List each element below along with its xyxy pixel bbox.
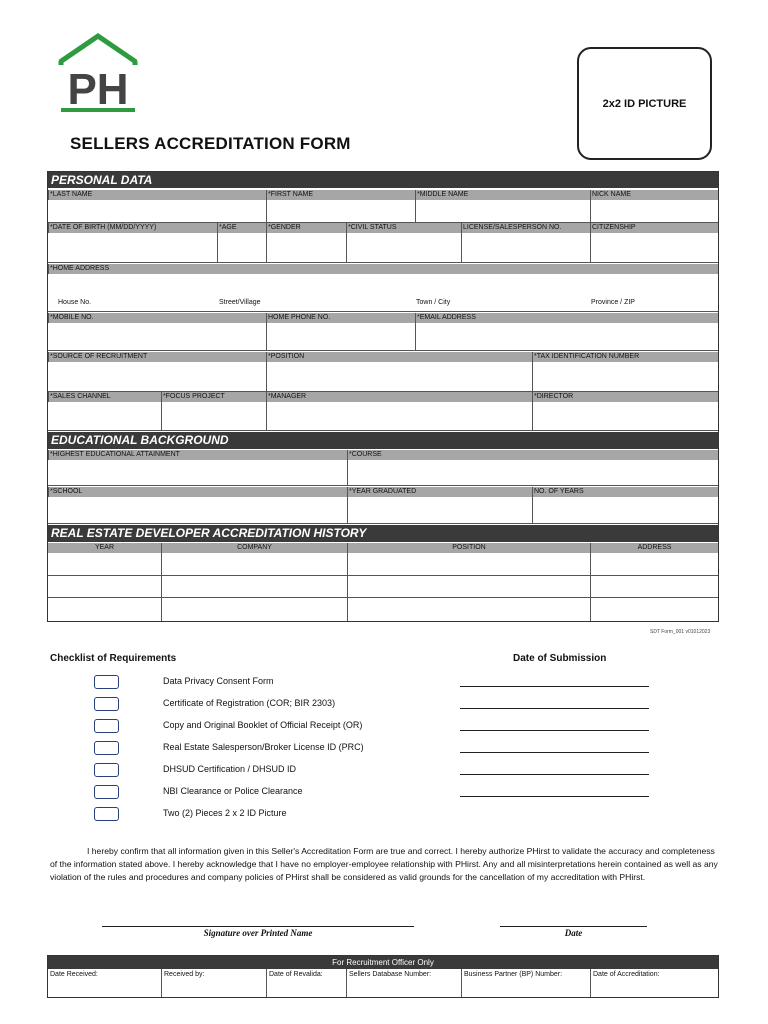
position-field[interactable] — [266, 362, 532, 392]
sellers-database-number-field[interactable] — [346, 969, 461, 997]
mobile-label: *MOBILE NO. — [48, 313, 266, 323]
manager-label: *MANAGER — [266, 392, 532, 402]
history-cell[interactable] — [347, 553, 590, 576]
school-label: *SCHOOL — [48, 487, 347, 497]
middle-name-field[interactable] — [415, 200, 590, 223]
first-name-field[interactable] — [266, 200, 415, 223]
home-address-label: *HOME ADDRESS — [48, 264, 718, 274]
gender-label: *GENDER — [266, 223, 346, 233]
bp-number-field[interactable] — [461, 969, 590, 997]
checklist-item — [0, 718, 768, 736]
civil-status-label: *CIVIL STATUS — [346, 223, 461, 233]
history-col-year: YEAR — [48, 543, 161, 553]
logo-house-icon — [56, 32, 140, 114]
officer-field-label: Date Received: — [50, 971, 98, 978]
source-field[interactable] — [48, 362, 266, 392]
date-of-revalida-field[interactable] — [266, 969, 346, 997]
checklist-title: Checklist of Requirements — [50, 653, 177, 664]
date-label: Date — [564, 928, 583, 938]
history-cell[interactable] — [590, 576, 718, 598]
nick-name-field[interactable] — [590, 200, 718, 223]
form-title: SELLERS ACCREDITATION FORM — [70, 134, 351, 153]
history-cell[interactable] — [48, 576, 161, 598]
sales-channel-field[interactable] — [48, 402, 161, 431]
signature-label: Signature over Printed Name — [203, 928, 313, 938]
checklist-item-label: Two (2) Pieces 2 x 2 ID Picture — [163, 808, 287, 818]
date-received-field[interactable] — [48, 969, 161, 997]
submission-date-line[interactable] — [460, 686, 649, 687]
civil-status-field[interactable] — [346, 233, 461, 263]
email-field[interactable] — [415, 323, 718, 351]
mobile-field[interactable] — [48, 323, 266, 351]
submission-date-line[interactable] — [460, 708, 649, 709]
checkbox[interactable] — [94, 675, 119, 689]
submission-date-line[interactable] — [460, 752, 649, 753]
history-cell[interactable] — [161, 553, 347, 576]
officer-field-label: Received by: — [164, 971, 205, 978]
checklist-item — [0, 740, 768, 758]
position-label: *POSITION — [266, 352, 532, 362]
age-label: *AGE — [217, 223, 266, 233]
checkbox[interactable] — [94, 785, 119, 799]
course-field[interactable] — [347, 460, 718, 486]
year-graduated-label: *YEAR GRADUATED — [347, 487, 532, 497]
house-no-sublabel: House No. — [58, 299, 92, 306]
checklist-item-label: Certificate of Registration (COR; BIR 2303) — [163, 698, 336, 708]
checklist-item — [0, 674, 768, 692]
highest-education-label: *HIGHEST EDUCATIONAL ATTAINMENT — [48, 450, 347, 460]
home-address-field[interactable] — [48, 274, 718, 312]
highest-education-field[interactable] — [48, 460, 347, 486]
officer-field-label: Date of Revalida: — [269, 971, 323, 978]
recruitment-officer-box — [47, 955, 719, 998]
history-heading: REAL ESTATE DEVELOPER ACCREDITATION HISTORY — [48, 525, 718, 542]
logo-text: PH — [67, 65, 129, 114]
history-col-company: COMPANY — [161, 543, 347, 553]
manager-field[interactable] — [266, 402, 532, 431]
no-of-years-label: NO. OF YEARS — [532, 487, 718, 497]
checklist-item — [0, 762, 768, 780]
history-cell[interactable] — [347, 576, 590, 598]
history-cell[interactable] — [590, 553, 718, 576]
officer-field-label: Business Partner (BP) Number: — [464, 971, 563, 978]
signature-line[interactable] — [102, 926, 414, 927]
education-heading: EDUCATIONAL BACKGROUND — [48, 432, 718, 449]
history-col-address: ADDRESS — [590, 543, 718, 553]
received-by-field[interactable] — [161, 969, 266, 997]
dob-label: *DATE OF BIRTH (MM/DD/YYYY) — [48, 223, 217, 233]
last-name-label: *LAST NAME — [48, 190, 266, 200]
school-field[interactable] — [48, 497, 347, 524]
checkbox[interactable] — [94, 807, 119, 821]
submission-date-line[interactable] — [460, 730, 649, 731]
officer-field-label: Sellers Database Number: — [349, 971, 432, 978]
checkbox[interactable] — [94, 697, 119, 711]
history-cell[interactable] — [590, 598, 718, 621]
history-col-position: POSITION — [347, 543, 590, 553]
id-picture-box[interactable] — [577, 47, 712, 160]
personal-data-heading: PERSONAL DATA — [48, 172, 718, 188]
license-label: LICENSE/SALESPERSON NO. — [461, 223, 590, 233]
checklist-item — [0, 806, 768, 824]
tin-label: *TAX IDENTIFICATION NUMBER — [532, 352, 718, 362]
phirst-logo — [56, 32, 140, 114]
checklist-item-label: Real Estate Salesperson/Broker License ID (PRC) — [163, 742, 364, 752]
first-name-label: *FIRST NAME — [266, 190, 415, 200]
last-name-field[interactable] — [48, 200, 266, 223]
year-graduated-field[interactable] — [347, 497, 532, 524]
checklist-item — [0, 696, 768, 714]
statement-text: I hereby confirm that all information given in this Seller's Accreditation Form are true and correct. I hereby authorize PHirst to validate the accuracy and completeness of the information stated above. I hereby acknowledge that I have no employer-employee relationship with PHirst. Any and all misinterpretations herein contained as well as any violation of the rules and procedures and company policies of PHirst shall be considered as valid grounds for the cancellation of my accreditation with PHirst. — [50, 846, 718, 882]
submission-date-line[interactable] — [460, 774, 649, 775]
checkbox[interactable] — [94, 741, 119, 755]
officer-field-label: Date of Accreditation: — [593, 971, 660, 978]
sales-channel-label: *SALES CHANNEL — [48, 392, 161, 402]
gender-field[interactable] — [266, 233, 346, 263]
citizenship-field[interactable] — [590, 233, 718, 263]
accreditation-form — [47, 171, 719, 622]
checklist-item — [0, 784, 768, 802]
home-phone-label: HOME PHONE NO. — [266, 313, 415, 323]
citizenship-label: CITIZENSHIP — [590, 223, 718, 233]
date-of-submission-title: Date of Submission — [513, 653, 607, 664]
history-cell[interactable] — [161, 576, 347, 598]
middle-name-label: *MIDDLE NAME — [415, 190, 590, 200]
town-sublabel: Town / City — [416, 299, 451, 306]
focus-project-label: *FOCUS PROJECT — [161, 392, 266, 402]
checklist-item-label: Data Privacy Consent Form — [163, 676, 274, 686]
home-phone-field[interactable] — [266, 323, 415, 351]
history-cell[interactable] — [48, 553, 161, 576]
history-cell[interactable] — [347, 598, 590, 621]
director-field[interactable] — [532, 402, 718, 431]
source-label: *SOURCE OF RECRUITMENT — [48, 352, 266, 362]
director-label: *DIRECTOR — [532, 392, 718, 402]
nick-name-label: NICK NAME — [590, 190, 718, 200]
submission-date-line[interactable] — [460, 796, 649, 797]
no-of-years-field[interactable] — [532, 497, 718, 524]
age-field[interactable] — [217, 233, 266, 263]
date-line[interactable] — [500, 926, 647, 927]
officer-heading: For Recruitment Officer Only — [48, 956, 718, 969]
tin-field[interactable] — [532, 362, 718, 392]
checklist-item-label: NBI Clearance or Police Clearance — [163, 786, 303, 796]
checkbox[interactable] — [94, 719, 119, 733]
checkbox[interactable] — [94, 763, 119, 777]
street-sublabel: Street/Village — [219, 299, 261, 306]
date-of-accreditation-field[interactable] — [590, 969, 718, 997]
id-picture-label: 2x2 ID PICTURE — [602, 97, 687, 110]
province-sublabel: Province / ZIP — [591, 299, 635, 306]
focus-project-field[interactable] — [161, 402, 266, 431]
confirmation-statement — [50, 845, 718, 884]
checklist-item-label: DHSUD Certification / DHSUD ID — [163, 764, 297, 774]
dob-field[interactable] — [48, 233, 217, 263]
license-field[interactable] — [461, 233, 590, 263]
checklist-item-label: Copy and Original Booklet of Official Receipt (OR) — [163, 720, 363, 730]
email-label: *EMAIL ADDRESS — [415, 313, 718, 323]
history-cell[interactable] — [161, 598, 347, 621]
history-cell[interactable] — [48, 598, 161, 621]
form-code: SDT Form_001 v01012023 — [650, 629, 711, 635]
course-label: *COURSE — [347, 450, 718, 460]
